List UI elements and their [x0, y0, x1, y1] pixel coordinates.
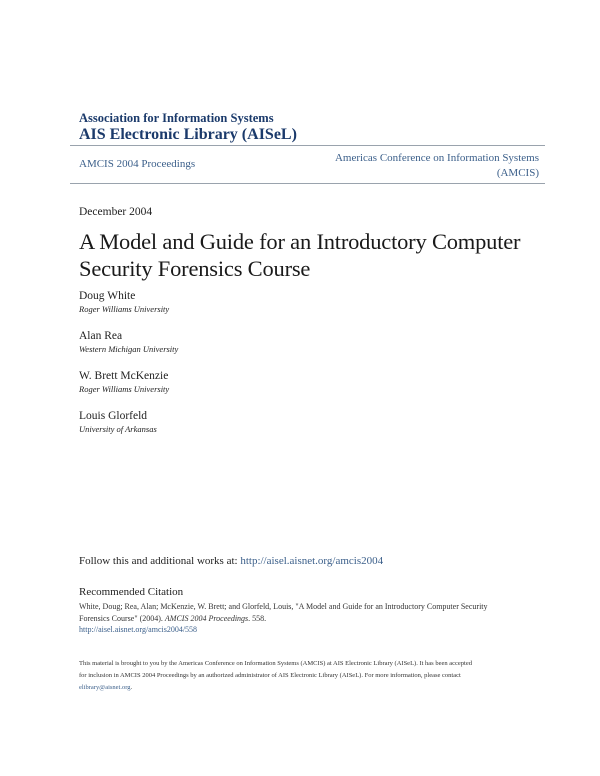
author-name: W. Brett McKenzie: [79, 370, 169, 382]
follow-line: [79, 555, 383, 567]
conference-name: Americas Conference on Information Systems: [334, 152, 539, 164]
proceedings-bar: [70, 145, 545, 184]
author-affiliation: Western Michigan University: [79, 344, 179, 354]
paper-title: A Model and Guide for an Introductory Computer Security Forensics Course: [79, 229, 521, 281]
author-affiliation: Roger Williams University: [79, 384, 170, 394]
author-name: Doug White: [79, 290, 136, 302]
footer-line-3: [79, 682, 539, 694]
footer-line-2: for inclusion in AMCIS 2004 Proceedings by an authorized administrator of AIS Electronic Library (AISeL). For more information, please contact: [79, 672, 461, 679]
conference-abbrev: (AMCIS): [496, 167, 539, 179]
author-item: [79, 289, 178, 315]
author-list: [79, 289, 178, 449]
publisher-block: [79, 111, 297, 145]
author-name: Alan Rea: [79, 330, 123, 342]
recommended-citation: [79, 586, 529, 636]
citation-prefix: Forensics Course" (2004).: [79, 613, 165, 623]
org-name: Association for Information Systems: [79, 111, 274, 125]
author-item: [79, 409, 178, 435]
citation-suffix: . 558.: [248, 613, 267, 623]
author-name: Louis Glorfeld: [79, 410, 148, 422]
citation-heading: Recommended Citation: [79, 586, 184, 598]
publication-date: December 2004: [79, 206, 153, 218]
library-name[interactable]: AIS Electronic Library (AISeL): [79, 126, 297, 143]
footer-notice: [79, 658, 539, 694]
footer-period: .: [130, 684, 133, 691]
footer-line-1: This material is brought to you by the Americas Conference on Information Systems (AMCIS) at AIS Electronic Library (AISeL). It has been accepted: [79, 660, 472, 667]
conference-link[interactable]: [335, 151, 539, 181]
author-affiliation: Roger Williams University: [79, 304, 170, 314]
citation-line-1: White, Doug; Rea, Alan; McKenzie, W. Brett; and Glorfeld, Louis, "A Model and Guide for an Introductory Computer Security: [79, 602, 488, 611]
citation-text: [79, 601, 529, 636]
contact-email-link[interactable]: elibrary@aisnet.org: [79, 684, 131, 691]
proceedings-link[interactable]: AMCIS 2004 Proceedings: [79, 158, 196, 170]
citation-link[interactable]: http://aisel.aisnet.org/amcis2004/558: [79, 625, 198, 634]
follow-link[interactable]: http://aisel.aisnet.org/amcis2004: [240, 555, 384, 567]
author-item: [79, 369, 178, 395]
citation-line-2: [79, 613, 529, 625]
author-item: [79, 329, 178, 355]
author-affiliation: University of Arkansas: [79, 424, 157, 434]
citation-proceedings: AMCIS 2004 Proceedings: [164, 613, 249, 623]
follow-text: Follow this and additional works at:: [79, 555, 241, 567]
